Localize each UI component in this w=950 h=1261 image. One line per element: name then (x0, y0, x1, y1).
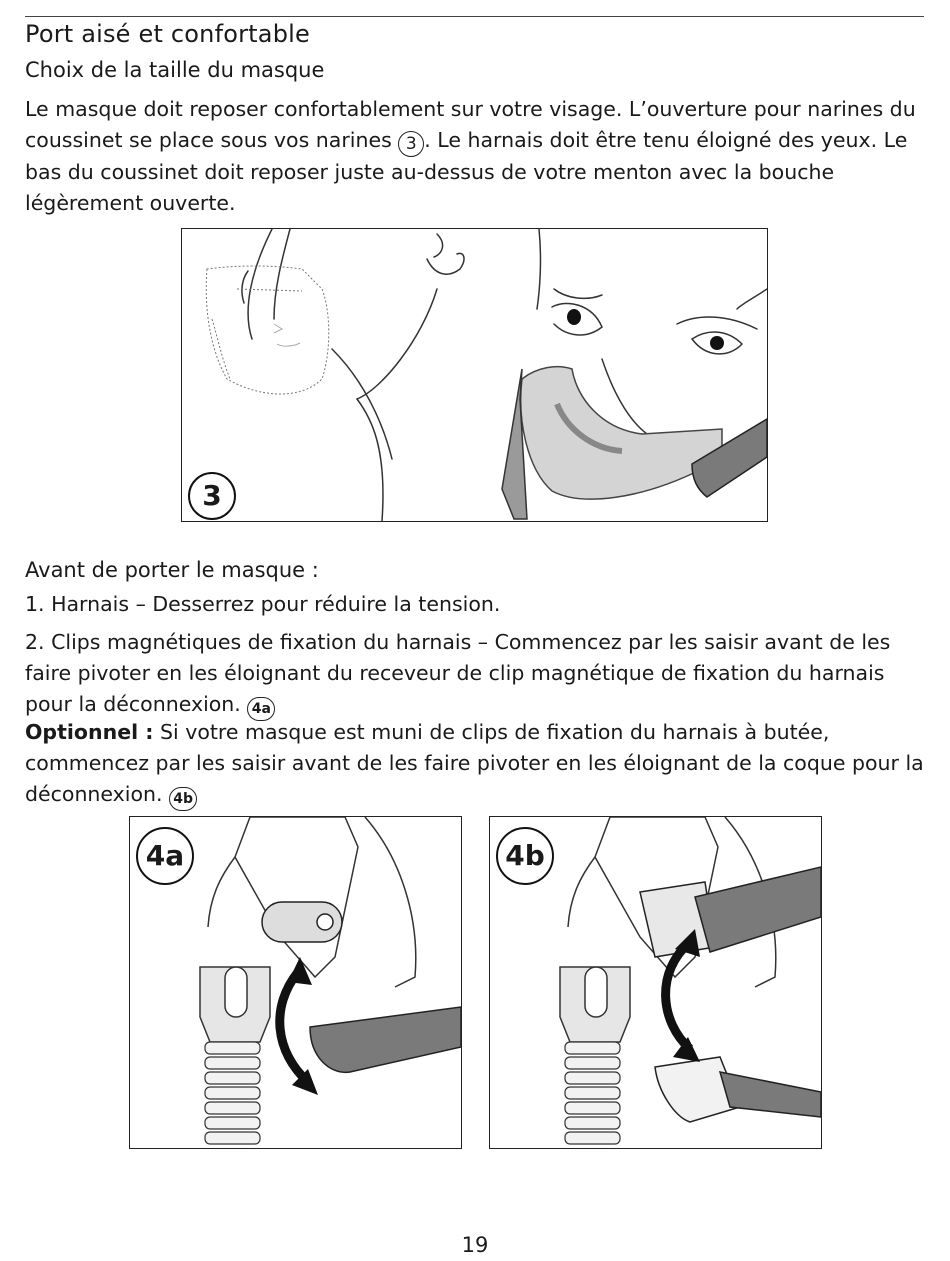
figure-ref-4a: 4a (247, 697, 275, 721)
rotate-arrow-4b (666, 942, 690, 1049)
strap-4a (310, 1007, 461, 1072)
arrow-head-top-4a (288, 957, 312, 985)
intro-paragraph (25, 94, 925, 219)
intro-text-2: . Le harnais doit être tenu éloigné des yeux. Le bas du coussinet doit reposer juste au-dessus de votre menton avec la bouche légèrement ouverte. (25, 128, 908, 215)
optional-note (25, 717, 925, 811)
elbow-button-4b (585, 967, 607, 1017)
section-title: Port aisé et confortable (25, 20, 310, 48)
step-1: 1. Harnais – Desserrez pour réduire la tension. (25, 592, 501, 616)
eye-right (710, 336, 724, 350)
step-2 (25, 627, 925, 721)
figure-3-badge: 3 (188, 472, 236, 520)
mask-cushion (521, 367, 722, 499)
figure-ref-4b: 4b (169, 787, 197, 811)
figure-4b-badge: 4b (496, 827, 554, 885)
strap-4b-bottom (720, 1072, 821, 1117)
page-number: 19 (461, 1233, 489, 1257)
section-subtitle: Choix de la taille du masque (25, 58, 325, 82)
strap-4b-top (695, 867, 821, 952)
figure-4a-magnetic-clip (129, 816, 462, 1149)
top-rule (25, 16, 924, 17)
eye-left (567, 309, 581, 325)
intro-text-1: Le masque doit reposer confortablement sur votre visage. L’ouverture pour narines du coussinet se place sous vos narines (25, 97, 916, 152)
figure-4b-hook-clip (489, 816, 822, 1149)
tube-4b (565, 1042, 620, 1144)
figure-3-illustration (182, 229, 767, 521)
step-2-text: 2. Clips magnétiques de fixation du harnais – Commencez par les saisir avant de les faire pivoter en les éloignant du receveur de clip magnétique de fixation du harnais pour la déconnexion. (25, 630, 891, 716)
figure-4a-badge: 4a (136, 827, 194, 885)
rotate-arrow-4a (280, 972, 308, 1082)
before-heading: Avant de porter le masque : (25, 558, 319, 582)
elbow-button (225, 967, 247, 1017)
tube (205, 1042, 260, 1144)
clip-center (317, 914, 333, 930)
figure-ref-3: 3 (398, 131, 424, 157)
figure-3-mask-fitting (181, 228, 768, 522)
optional-label: Optionnel : (25, 720, 154, 744)
optional-text: Si votre masque est muni de clips de fixation du harnais à butée, commencez par les saisir avant de les faire pivoter en les éloignant de la coque pour la déconnexion. (25, 720, 924, 806)
